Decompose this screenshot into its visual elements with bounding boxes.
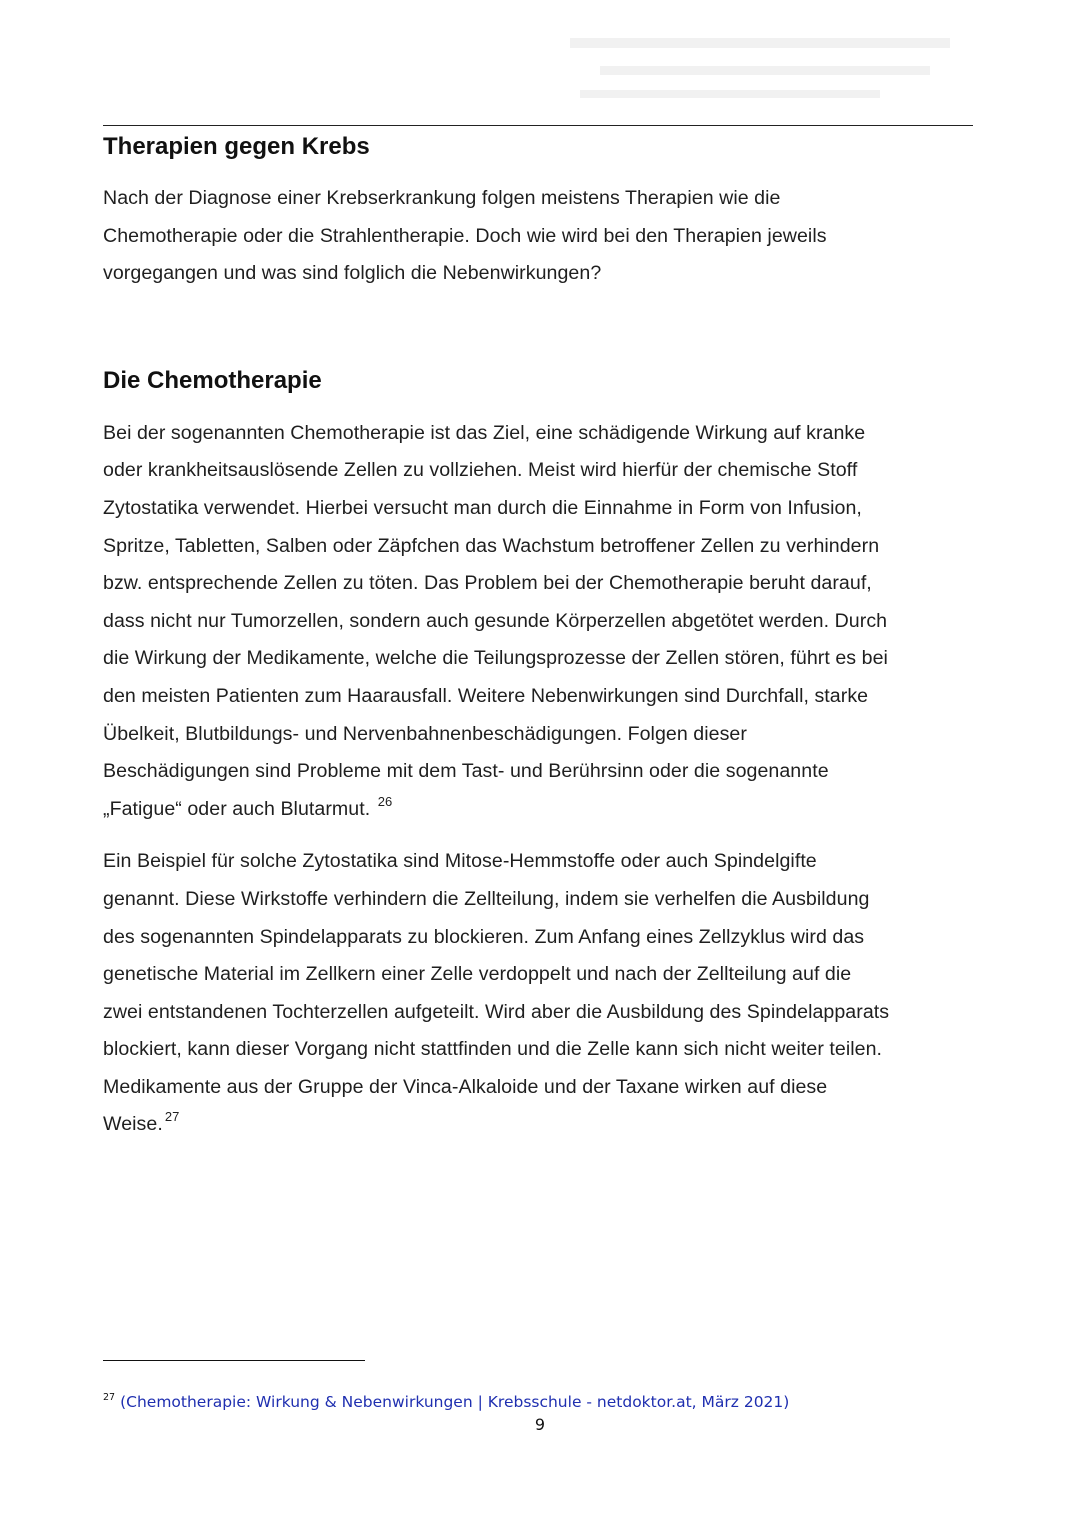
text-line: Medikamente aus der Gruppe der Vinca-Alkaloide und der Taxane wirken auf diese [103, 1075, 828, 1098]
page-number: 9 [534, 1415, 546, 1434]
text-line: des sogenannten Spindelapparats zu blockieren. Zum Anfang eines Zellzyklus wird das [103, 925, 865, 948]
bleed-through-shape [560, 18, 980, 108]
text-line: genannt. Diese Wirkstoffe verhindern die Zellteilung, indem sie verhelfen die Ausbildung [103, 887, 870, 910]
text-line: Beschädigungen sind Probleme mit dem Tast- und Berührsinn oder die sogenannte [103, 760, 829, 783]
text-line: Zytostatika verwendet. Hierbei versucht man durch die Einnahme in Form von Infusion, [103, 496, 862, 519]
text-line: bzw. entsprechende Zellen zu töten. Das Problem bei der Chemotherapie beruht darauf, [103, 572, 872, 595]
text-line: Bei der sogenannten Chemotherapie ist das Ziel, eine schädigende Wirkung auf kranke [103, 421, 866, 444]
chemotherapy-paragraph-1 [103, 415, 983, 829]
footnote-separator [103, 1360, 365, 1361]
header-rule [103, 125, 973, 126]
text-line: den meisten Patienten zum Haarausfall. Weitere Nebenwirkungen sind Durchfall, starke [103, 684, 869, 707]
text-line-last [103, 1106, 983, 1144]
footnote-number: 27 [103, 1392, 116, 1403]
text-line: Übelkeit, Blutbildungs- und Nervenbahnenbeschädigungen. Folgen dieser [103, 722, 747, 745]
main-content [103, 130, 983, 1144]
section-title-therapies: Therapien gegen Krebs [103, 133, 370, 160]
chemotherapy-paragraph-2 [103, 843, 983, 1144]
text-line-content: Weise. [103, 1113, 163, 1136]
text-line: Chemotherapie oder die Strahlentherapie. Doch wie wird bei den Therapien jeweils [103, 224, 827, 247]
text-line: die Wirkung der Medikamente, welche die Teilungsprozesse der Zellen stören, führt es bei [103, 647, 888, 670]
footnote-source-link[interactable]: (Chemotherapie: Wirkung & Nebenwirkungen | Krebsschule - netdoktor.at, März 2021) [120, 1393, 790, 1411]
faded-header-artifact [560, 18, 980, 108]
section-title-chemotherapy: Die Chemotherapie [103, 366, 322, 394]
text-line: dass nicht nur Tumorzellen, sondern auch gesunde Körperzellen abgetötet werden. Durch [103, 609, 888, 632]
text-line: vorgegangen und was sind folglich die Nebenwirkungen? [103, 262, 602, 285]
text-line: Spritze, Tabletten, Salben oder Zäpfchen das Wachstum betroffener Zellen zu verhindern [103, 534, 880, 557]
text-line: Nach der Diagnose einer Krebserkrankung folgen meistens Therapien wie die [103, 187, 781, 209]
text-line: genetische Material im Zellkern einer Zelle verdoppelt und nach der Zellteilung auf die [103, 963, 852, 986]
text-line: Ein Beispiel für solche Zytostatika sind Mitose-Hemmstoffe oder auch Spindelgifte [103, 850, 817, 873]
footnote-ref-26: 26 [377, 793, 393, 809]
text-line: zwei entstandenen Tochterzellen aufgeteilt. Wird aber die Ausbildung des Spindelapparats [103, 1000, 890, 1023]
footnote-27 [103, 1393, 789, 1411]
text-line: oder krankheitsauslösende Zellen zu vollziehen. Meist wird hierfür der chemische Stoff [103, 459, 858, 482]
text-line: blockiert, kann dieser Vorgang nicht stattfinden und die Zelle kann sich nicht weiter teilen. [103, 1038, 883, 1061]
intro-paragraph [103, 180, 983, 293]
text-line-content: „Fatigue“ oder auch Blutarmut. [103, 797, 371, 820]
text-line-last [103, 791, 983, 829]
footnote-ref-27: 27 [164, 1109, 180, 1125]
